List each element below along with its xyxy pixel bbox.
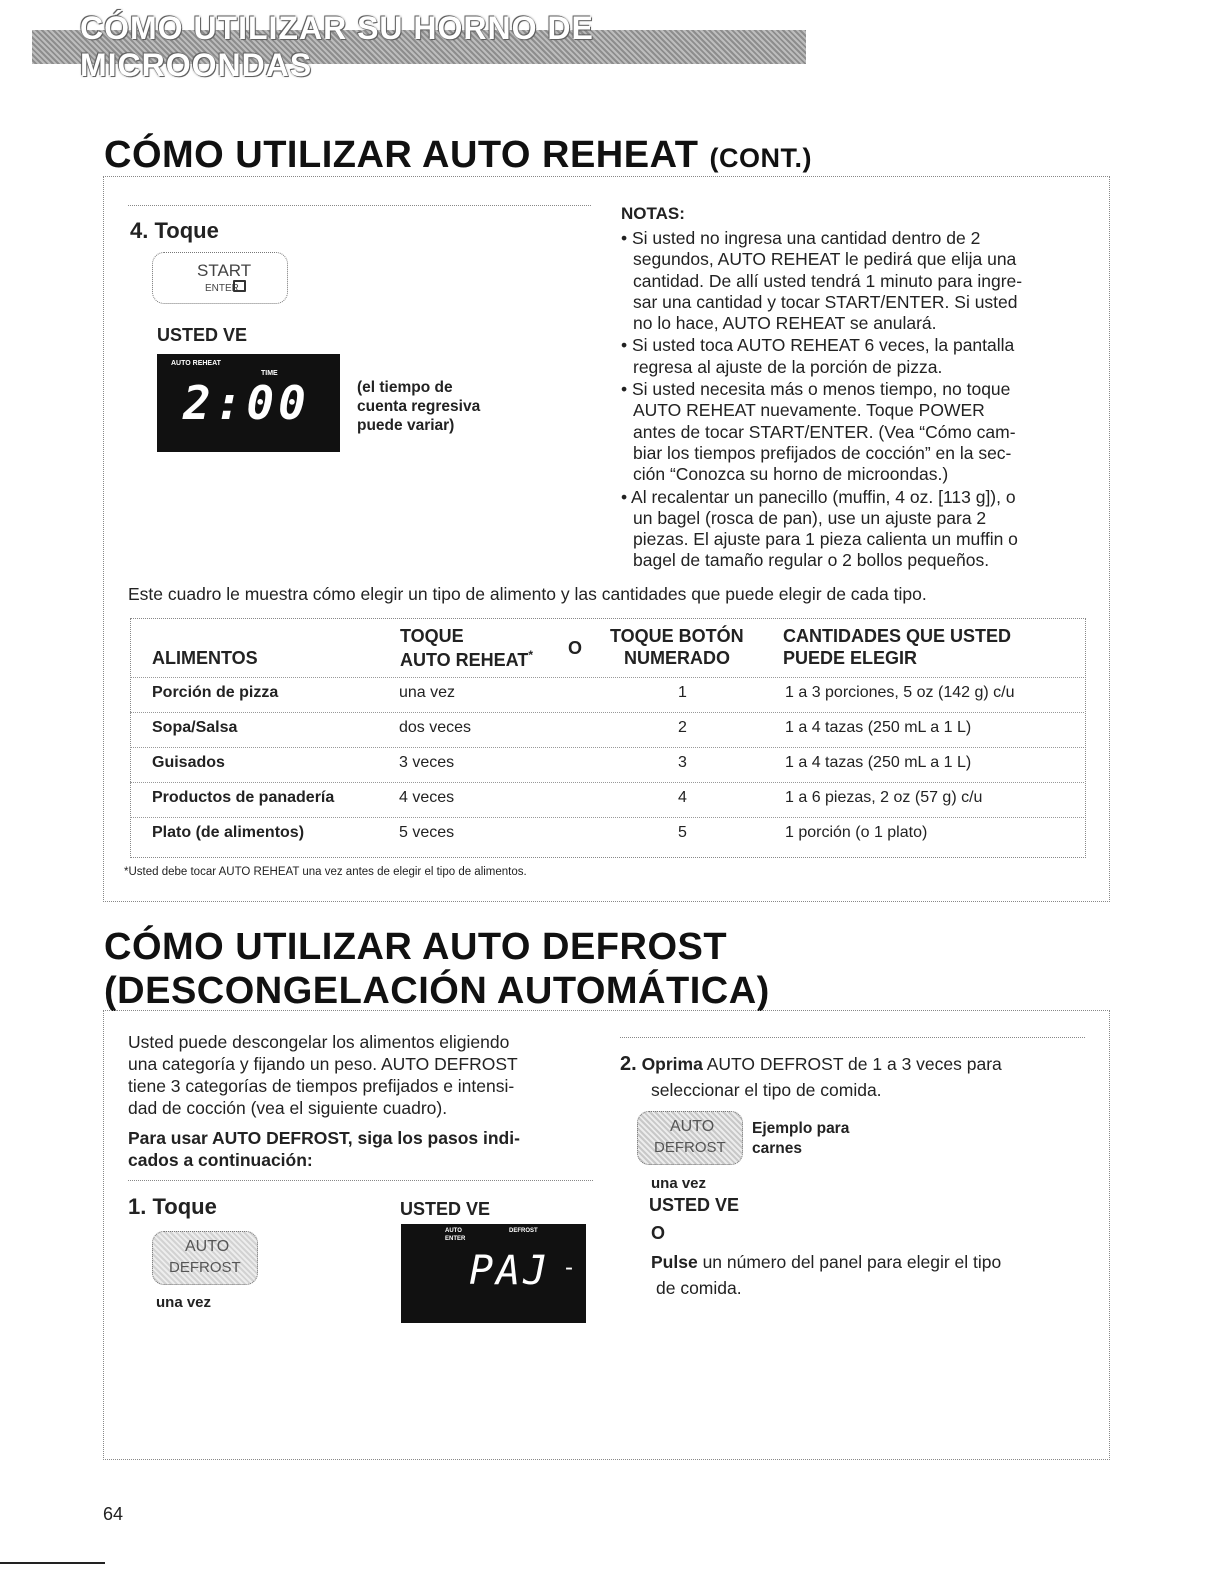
header-food: ALIMENTOS xyxy=(152,648,258,668)
defrost-title-line: CÓMO UTILIZAR AUTO DEFROST xyxy=(104,926,728,968)
note-item: • Si usted necesita más o menos tiempo, no toque AUTO REHEAT nuevamente. Toque POWER antes de tocar START/ENTER. (Vea “Cómo cam- biar los tiempos prefijados de cocción” en la sec- ción “Conozca su horno de microondas.) xyxy=(621,379,1016,485)
header-touch-2: AUTO REHEAT* xyxy=(400,648,534,670)
defrost-title xyxy=(104,925,770,1013)
lcd-mode-tags: AUTO REHEAT xyxy=(171,360,221,367)
header-touch-1: TOQUE xyxy=(400,626,464,646)
lcd-value: 2:00 xyxy=(183,376,310,430)
cell-food: Guisados xyxy=(152,754,225,771)
defrost-label: DEFROST xyxy=(169,1259,241,1276)
lcd-tag-auto: AUTO xyxy=(445,1228,462,1234)
defrost-title-line: (DESCONGELACIÓN AUTOMÁTICA) xyxy=(104,970,770,1012)
cell-num: 3 xyxy=(678,754,687,771)
table-row xyxy=(130,817,1084,852)
cell-num: 2 xyxy=(678,719,687,736)
banner-text: CÓMO UTILIZAR SU HORNO DE MICROONDAS xyxy=(80,10,594,83)
note-item: • Si usted toca AUTO REHEAT 6 veces, la pantalla regresa al ajuste de la porción de pizza. xyxy=(621,335,1015,377)
note-item: • Al recalentar un panecillo (muffin, 4 oz. [113 g]), o un bagel (rosca de pan), use un ajuste para 2 piezas. El ajuste para 1 pieza calienta un muffin o bagel de tamaño regular o 2 bollos pequeños. xyxy=(621,486,1018,571)
reheat-title-suffix: (CONT.) xyxy=(709,143,812,173)
auto-label: AUTO xyxy=(185,1238,230,1255)
notes-title: NOTAS: xyxy=(621,204,685,223)
cell-food: Productos de panadería xyxy=(152,789,335,806)
divider xyxy=(620,1037,1085,1038)
auto-defrost-button[interactable] xyxy=(152,1231,258,1285)
bottom-rule xyxy=(0,1562,105,1564)
auto-defrost-button-2[interactable] xyxy=(637,1111,743,1165)
reheat-title-text: CÓMO UTILIZAR AUTO REHEAT xyxy=(104,134,699,176)
cell-qty: 1 a 6 piezas, 2 oz (57 g) c/u xyxy=(785,789,983,806)
table-row xyxy=(130,747,1084,782)
auto-label: AUTO xyxy=(670,1118,715,1135)
table-row xyxy=(130,677,1084,712)
defrost-intro: Usted puede descongelar los alimentos eligiendo una categoría y fijando un peso. AUTO DEFROST tiene 3 categorías de tiempos prefijados e intensi- dad de cocción (vea el siguiente cuadro). xyxy=(128,1032,518,1118)
lcd-value: PAJ xyxy=(469,1248,551,1294)
you-see-label: USTED VE xyxy=(400,1199,491,1219)
start-enter-button[interactable] xyxy=(152,252,288,304)
defrost-lcd-display xyxy=(401,1224,586,1323)
cell-touch: dos veces xyxy=(399,719,472,736)
cell-touch: 4 veces xyxy=(399,789,455,806)
cell-food: Sopa/Salsa xyxy=(152,719,238,736)
cell-food: Plato (de alimentos) xyxy=(152,824,305,841)
header-or: O xyxy=(568,638,583,658)
lcd-tag-enter: ENTER xyxy=(445,1236,466,1242)
table-row xyxy=(130,712,1084,747)
step-1-label: 1. Toque xyxy=(128,1194,217,1219)
page-number: 64 xyxy=(103,1504,124,1524)
start-label: START xyxy=(197,261,252,280)
defrost-label: DEFROST xyxy=(654,1139,726,1156)
note-item: • Si usted no ingresa una cantidad dentro de 2 segundos, AUTO REHEAT le pedirá que elija una cantidad. De allí usted tendrá 1 minuto para ingre- sar una cantidad y tocar START/ENTER. Si usted no lo hace, AUTO REHEAT se anulará. xyxy=(621,228,1023,334)
header-qty-1: CANTIDADES QUE USTED xyxy=(783,626,1012,646)
cell-qty: 1 porción (o 1 plato) xyxy=(785,824,928,841)
cell-num: 1 xyxy=(678,684,687,701)
cell-qty: 1 a 4 tazas (250 mL a 1 L) xyxy=(785,719,972,736)
once-label: una vez xyxy=(156,1294,212,1311)
step-2-text: 2. Oprima AUTO DEFROST de 1 a 3 veces para seleccionar el tipo de comida. xyxy=(620,1053,1002,1100)
table-row xyxy=(130,782,1084,817)
notes-list xyxy=(621,228,1091,572)
lock-icon xyxy=(233,280,246,292)
section-banner xyxy=(32,10,806,83)
cell-qty: 1 a 3 porciones, 5 oz (142 g) c/u xyxy=(785,684,1015,701)
lcd-tag-defrost: DEFROST xyxy=(509,1228,538,1234)
reheat-title xyxy=(104,134,812,177)
cell-touch: 5 veces xyxy=(399,824,455,841)
cell-food: Porción de pizza xyxy=(152,684,279,701)
lcd-display xyxy=(157,354,340,452)
once-label-2: una vez xyxy=(651,1175,707,1192)
cell-num: 4 xyxy=(678,789,687,806)
lcd-dash: - xyxy=(565,1254,573,1281)
enter-label: ENTER xyxy=(205,283,239,294)
lcd-time-tag: TIME xyxy=(261,370,278,377)
header-num-1: TOQUE BOTÓN xyxy=(610,626,744,646)
countdown-note-line: puede variar) xyxy=(357,417,455,434)
countdown-note-line: cuenta regresiva xyxy=(357,398,481,415)
step-4-label: 4. Toque xyxy=(130,218,219,243)
chart-intro: Este cuadro le muestra cómo elegir un tipo de alimento y las cantidades que puede elegir de cada tipo. xyxy=(128,584,927,604)
cell-qty: 1 a 4 tazas (250 mL a 1 L) xyxy=(785,754,972,771)
cell-touch: 3 veces xyxy=(399,754,455,771)
header-num-2: NUMERADO xyxy=(624,648,730,668)
countdown-note xyxy=(357,378,480,435)
you-see-label-2: USTED VE xyxy=(649,1195,740,1215)
countdown-note-line: (el tiempo de xyxy=(357,379,453,396)
or-label: O xyxy=(651,1223,666,1243)
table-footnote: *Usted debe tocar AUTO REHEAT una vez antes de elegir el tipo de alimentos. xyxy=(124,866,527,878)
header-qty-2: PUEDE ELEGIR xyxy=(783,648,918,668)
divider xyxy=(128,1180,593,1181)
divider xyxy=(128,205,591,206)
defrost-intro-bold: Para usar AUTO DEFROST, siga los pasos indi- cados a continuación: xyxy=(128,1128,520,1170)
press-text: Pulse un número del panel para elegir el tipo de comida. xyxy=(651,1252,1002,1298)
cell-num: 5 xyxy=(678,824,687,841)
cell-touch: una vez xyxy=(399,684,456,701)
example-note: Ejemplo para carnes xyxy=(752,1120,850,1157)
you-see-label: USTED VE xyxy=(157,325,248,345)
